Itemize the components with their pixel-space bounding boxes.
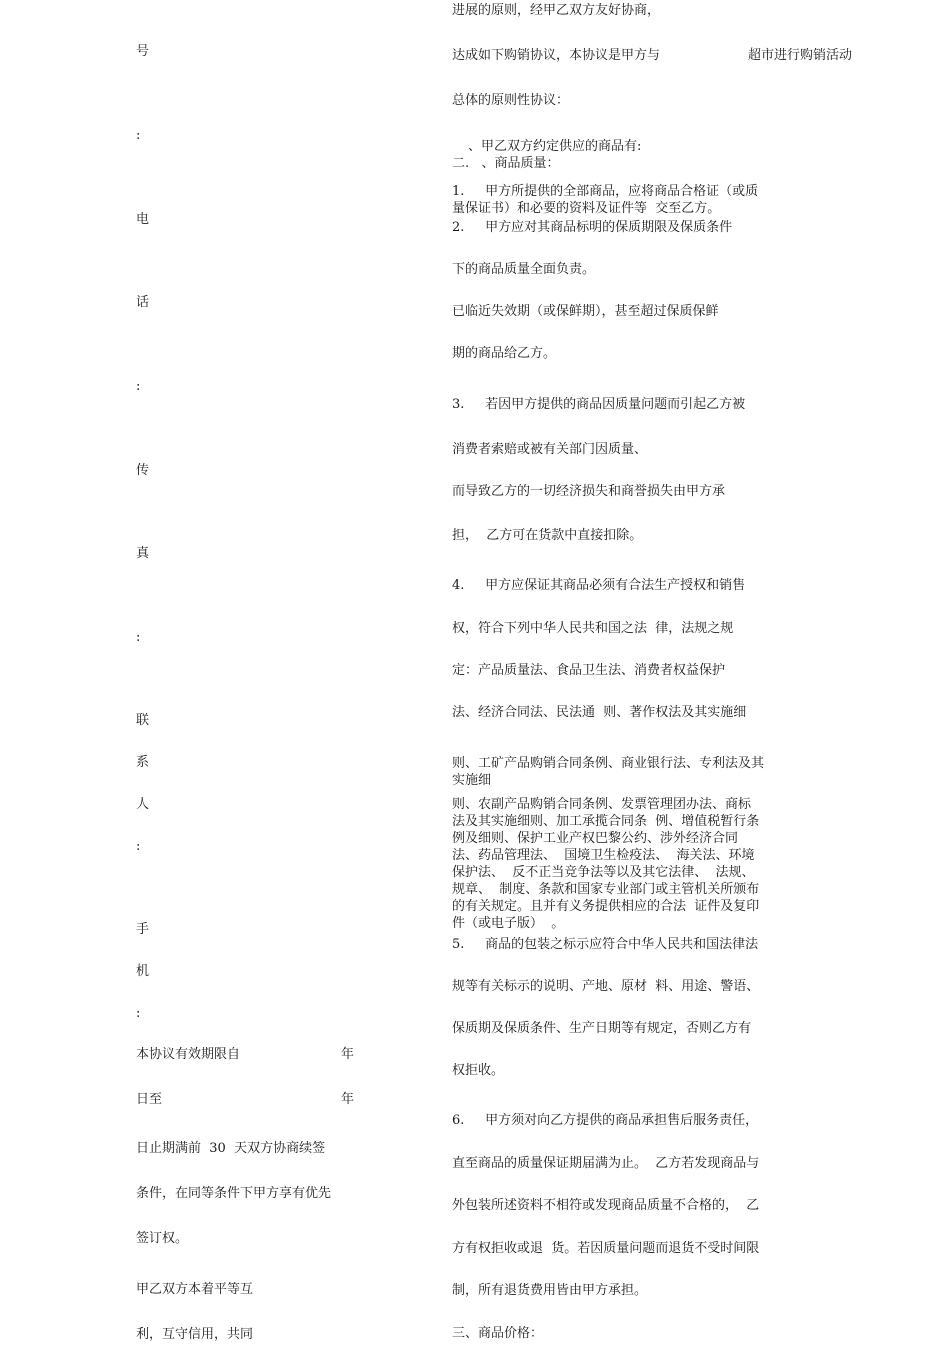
- clause-2: 2. 甲方应对其商品标明的保质期限及保质条件: [452, 220, 733, 235]
- label-chuan: 传: [136, 463, 150, 478]
- colon: :: [136, 630, 141, 645]
- body-line: 期的商品给乙方。: [452, 346, 557, 361]
- section-heading: 、甲乙双方约定供应的商品有:: [468, 139, 642, 154]
- body-line: 而导致乙方的一切经济损失和商誉损失由甲方承: [452, 484, 726, 499]
- label-lian: 联: [136, 713, 150, 728]
- body-line: 直至商品的质量保证期届满为止。 乙方若发现商品与: [452, 1156, 760, 1171]
- label-hua: 话: [136, 295, 150, 310]
- clause-1: 1. 甲方所提供的全部商品，应将商品合格证（或质 量保证书）和必要的资料及证件等 交至乙方。: [452, 184, 759, 216]
- colon: :: [136, 379, 141, 394]
- year-label: 年: [341, 1092, 355, 1107]
- principle-line: 利，互守信用，共同: [136, 1327, 254, 1342]
- body-line: 担， 乙方可在货款中直接扣除。: [452, 528, 643, 543]
- body-line: 制，所有退货费用皆由甲方承担。: [452, 1283, 648, 1298]
- clause-3: 3. 若因甲方提供的商品因质量问题而引起乙方被: [452, 397, 746, 412]
- body-line: 消费者索赔或被有关部门因质量、: [452, 442, 648, 457]
- body-line: 超市进行购销活动: [748, 48, 853, 63]
- validity-line: 日止期满前 30 天双方协商续签: [136, 1141, 326, 1156]
- label-shou: 手: [136, 922, 150, 937]
- validity-line: 日至: [136, 1092, 163, 1107]
- section-heading: 二. 、商品质量：: [452, 156, 560, 171]
- label-xi: 系: [136, 755, 150, 770]
- label-dian: 电: [136, 212, 150, 227]
- label-ren: 人: [136, 797, 150, 812]
- validity-line: 签订权。: [136, 1231, 189, 1246]
- clause-4: 4. 甲方应保证其商品必须有合法生产授权和销售: [452, 578, 746, 593]
- body-line: 定：产品质量法、食品卫生法、消费者权益保护: [452, 663, 726, 678]
- law-list: 则、农副产品购销合同条例、发票管理团办法、商标 法及其实施细则、加工承揽合同条 例、增值税暂行条 例及细则、保护工业产权巴黎公约、涉外经济合同 法、药品管理法、 国境卫生检疫法、 海关法、环境 保护法、 反不正当竞争法等以及其它法律、 法规、 规章、 制度、条款和国家专业部门或主管机关所颁布 的有关规定。且并有义务提供相应的合法 证件及复印 件（或电子版） 。: [452, 797, 760, 931]
- body-line: 保质期及保质条件、生产日期等有规定，否则乙方有: [452, 1021, 752, 1036]
- validity-line: 条件，在同等条件下甲方享有优先: [136, 1186, 332, 1201]
- body-line: 外包装所述资料不相符或发现商品质量不合格的， 乙: [452, 1198, 760, 1213]
- section-heading: 三、商品价格：: [452, 1326, 544, 1341]
- label-zhen: 真: [136, 546, 150, 561]
- clause-6: 6. 甲方须对向乙方提供的商品承担售后服务责任，: [452, 1113, 759, 1128]
- clause-5: 5. 商品的包装之标示应符合中华人民共和国法律法: [452, 937, 759, 952]
- body-line: 规等有关标示的说明、产地、原材 料、用途、警语、: [452, 979, 760, 994]
- colon: :: [136, 128, 141, 143]
- validity-line: 本协议有效期限自: [136, 1047, 241, 1062]
- body-line: 进展的原则，经甲乙双方友好协商，: [452, 3, 661, 18]
- label-hao: 号: [136, 44, 150, 59]
- body-line: 则、工矿产品购销合同条例、商业银行法、专利法及其 实施细: [452, 756, 765, 788]
- body-line: 方有权拒收或退 货。若因质量问题而退货不受时间限: [452, 1241, 760, 1256]
- body-line: 下的商品质量全面负责。: [452, 262, 596, 277]
- body-line: 法、经济合同法、民法通 则、著作权法及其实施细: [452, 705, 747, 720]
- body-line: 权拒收。: [452, 1063, 505, 1078]
- body-line: 权，符合下列中华人民共和国之法 律，法规之规: [452, 621, 734, 636]
- year-label: 年: [341, 1047, 355, 1062]
- body-line: 已临近失效期（或保鲜期），甚至超过保质保鲜: [452, 304, 719, 319]
- colon: :: [136, 839, 141, 854]
- colon: :: [136, 1006, 141, 1021]
- body-line: 达成如下购销协议，本协议是甲方与: [452, 48, 661, 63]
- body-line: 总体的原则性协议：: [452, 93, 570, 108]
- label-ji: 机: [136, 964, 150, 979]
- principle-line: 甲乙双方本着平等互: [136, 1282, 254, 1297]
